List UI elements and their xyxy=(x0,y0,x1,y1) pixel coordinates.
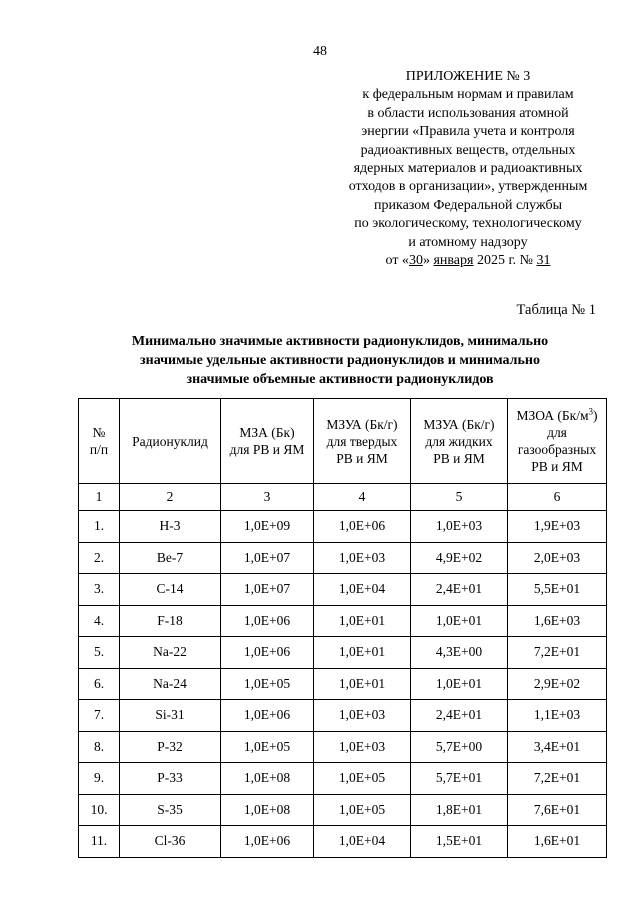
appendix-line: ядерных материалов и радиоактивных xyxy=(353,161,583,177)
table-row xyxy=(79,605,607,637)
table-row xyxy=(79,511,607,543)
column-number: 3 xyxy=(221,484,314,511)
mzua-solid-value: 1,0E+01 xyxy=(314,668,411,700)
nuclide-table xyxy=(78,398,607,858)
mza-value: 1,0E+09 xyxy=(221,511,314,543)
nuclide-name: Cl-36 xyxy=(120,826,221,858)
header-mza: МЗА (Бк) для РВ и ЯМ xyxy=(221,399,314,484)
mza-value: 1,0E+05 xyxy=(221,668,314,700)
mzua-liquid-value: 5,7E+01 xyxy=(411,763,508,795)
mzua-solid-value: 1,0E+04 xyxy=(314,574,411,606)
table-label: Таблица № 1 xyxy=(516,302,596,318)
mzoa-value: 7,6E+01 xyxy=(508,794,607,826)
table-title-line: Минимально значимые активности радионуклидов, минимально xyxy=(131,334,549,349)
mzoa-value: 3,4E+01 xyxy=(508,731,607,763)
column-number: 1 xyxy=(79,484,120,511)
mzoa-value: 7,2E+01 xyxy=(508,763,607,795)
mzua-solid-value: 1,0E+03 xyxy=(314,542,411,574)
appendix-header xyxy=(318,68,618,270)
nuclide-name: S-35 xyxy=(120,794,221,826)
table-header-row xyxy=(79,399,607,484)
row-number: 11. xyxy=(79,826,120,858)
order-number: 31 xyxy=(536,253,551,269)
appendix-line: приказом Федеральной службы xyxy=(374,197,562,213)
mza-value: 1,0E+06 xyxy=(221,637,314,669)
mzua-solid-value: 1,0E+04 xyxy=(314,826,411,858)
mzua-solid-value: 1,0E+05 xyxy=(314,763,411,795)
nuclide-name: P-33 xyxy=(120,763,221,795)
mzoa-value: 1,6E+03 xyxy=(508,605,607,637)
appendix-line: к федеральным нормам и правилам xyxy=(362,87,574,103)
appendix-line: по экологическому, технологическому xyxy=(354,216,582,232)
mza-value: 1,0E+05 xyxy=(221,731,314,763)
header-no: № п/п xyxy=(79,399,120,484)
column-number: 2 xyxy=(120,484,221,511)
nuclide-name: P-32 xyxy=(120,731,221,763)
mzua-liquid-value: 1,5E+01 xyxy=(411,826,508,858)
date-prefix: от « xyxy=(385,253,409,269)
mzoa-value: 2,9E+02 xyxy=(508,668,607,700)
mzua-liquid-value: 4,3E+00 xyxy=(411,637,508,669)
appendix-line: энергии «Правила учета и контроля xyxy=(361,124,575,140)
appendix-date xyxy=(318,252,618,270)
row-number: 6. xyxy=(79,668,120,700)
mzua-liquid-value: 4,9E+02 xyxy=(411,542,508,574)
table-row xyxy=(79,668,607,700)
row-number: 9. xyxy=(79,763,120,795)
mza-value: 1,0E+08 xyxy=(221,763,314,795)
nuclide-name: Be-7 xyxy=(120,542,221,574)
nuclide-name: Na-22 xyxy=(120,637,221,669)
table-row xyxy=(79,700,607,732)
column-number-row xyxy=(79,484,607,511)
mzoa-value: 1,1E+03 xyxy=(508,700,607,732)
mza-value: 1,0E+06 xyxy=(221,605,314,637)
mzoa-value: 1,6E+01 xyxy=(508,826,607,858)
column-number: 6 xyxy=(508,484,607,511)
appendix-title: ПРИЛОЖЕНИЕ № 3 xyxy=(405,69,531,84)
appendix-line: и атомному надзору xyxy=(408,234,528,250)
mzua-solid-value: 1,0E+01 xyxy=(314,637,411,669)
mzoa-value: 5,5E+01 xyxy=(508,574,607,606)
nuclide-name: Na-24 xyxy=(120,668,221,700)
header-mzua-liquid: МЗУА (Бк/г) для жидких РВ и ЯМ xyxy=(411,399,508,484)
row-number: 7. xyxy=(79,700,120,732)
table-title-line: значимые удельные активности радионуклидов и минимально xyxy=(140,353,540,368)
row-number: 8. xyxy=(79,731,120,763)
mzua-solid-value: 1,0E+06 xyxy=(314,511,411,543)
date-mid: » xyxy=(422,253,434,269)
mza-value: 1,0E+06 xyxy=(221,700,314,732)
mza-value: 1,0E+06 xyxy=(221,826,314,858)
table-row xyxy=(79,542,607,574)
table-title xyxy=(100,332,580,389)
row-number: 3. xyxy=(79,574,120,606)
mzoa-value: 7,2E+01 xyxy=(508,637,607,669)
mzua-liquid-value: 1,8E+01 xyxy=(411,794,508,826)
date-month: января xyxy=(433,253,474,269)
mzoa-value: 1,9E+03 xyxy=(508,511,607,543)
header-nuclide: Радионуклид xyxy=(120,399,221,484)
appendix-line: в области использования атомной xyxy=(367,105,569,121)
page-number: 48 xyxy=(313,44,327,59)
header-mzoa: МЗОА $(Бк/м^3)$ для газообразных РВ и ЯМ xyxy=(508,399,607,484)
mza-value: 1,0E+08 xyxy=(221,794,314,826)
table-title-line: значимые объемные активности радионуклидов xyxy=(186,372,494,387)
mzua-liquid-value: 1,0E+03 xyxy=(411,511,508,543)
mzoa-value: 2,0E+03 xyxy=(508,542,607,574)
table-row xyxy=(79,826,607,858)
column-number: 4 xyxy=(314,484,411,511)
mzua-liquid-value: 2,4E+01 xyxy=(411,700,508,732)
appendix-line: отходов в организации», утвержденным xyxy=(348,179,588,195)
mzua-solid-value: 1,0E+05 xyxy=(314,794,411,826)
mzua-solid-value: 1,0E+03 xyxy=(314,700,411,732)
table-row xyxy=(79,574,607,606)
row-number: 1. xyxy=(79,511,120,543)
date-year: 2025 г. № xyxy=(473,253,537,269)
mzua-liquid-value: 2,4E+01 xyxy=(411,574,508,606)
row-number: 4. xyxy=(79,605,120,637)
row-number: 5. xyxy=(79,637,120,669)
mza-value: 1,0E+07 xyxy=(221,574,314,606)
mzua-solid-value: 1,0E+01 xyxy=(314,605,411,637)
mzua-solid-value: 1,0E+03 xyxy=(314,731,411,763)
mzua-liquid-value: 1,0E+01 xyxy=(411,605,508,637)
nuclide-name: C-14 xyxy=(120,574,221,606)
header-mzua-solid: МЗУА (Бк/г) для твердых РВ и ЯМ xyxy=(314,399,411,484)
table-row xyxy=(79,763,607,795)
table-row xyxy=(79,731,607,763)
row-number: 10. xyxy=(79,794,120,826)
mzua-liquid-value: 1,0E+01 xyxy=(411,668,508,700)
nuclide-name: H-3 xyxy=(120,511,221,543)
table-row xyxy=(79,637,607,669)
column-number: 5 xyxy=(411,484,508,511)
mzua-liquid-value: 5,7E+00 xyxy=(411,731,508,763)
mza-value: 1,0E+07 xyxy=(221,542,314,574)
date-day: 30 xyxy=(408,253,423,269)
table-row xyxy=(79,794,607,826)
row-number: 2. xyxy=(79,542,120,574)
nuclide-name: Si-31 xyxy=(120,700,221,732)
nuclide-name: F-18 xyxy=(120,605,221,637)
appendix-line: радиоактивных веществ, отдельных xyxy=(360,142,576,158)
